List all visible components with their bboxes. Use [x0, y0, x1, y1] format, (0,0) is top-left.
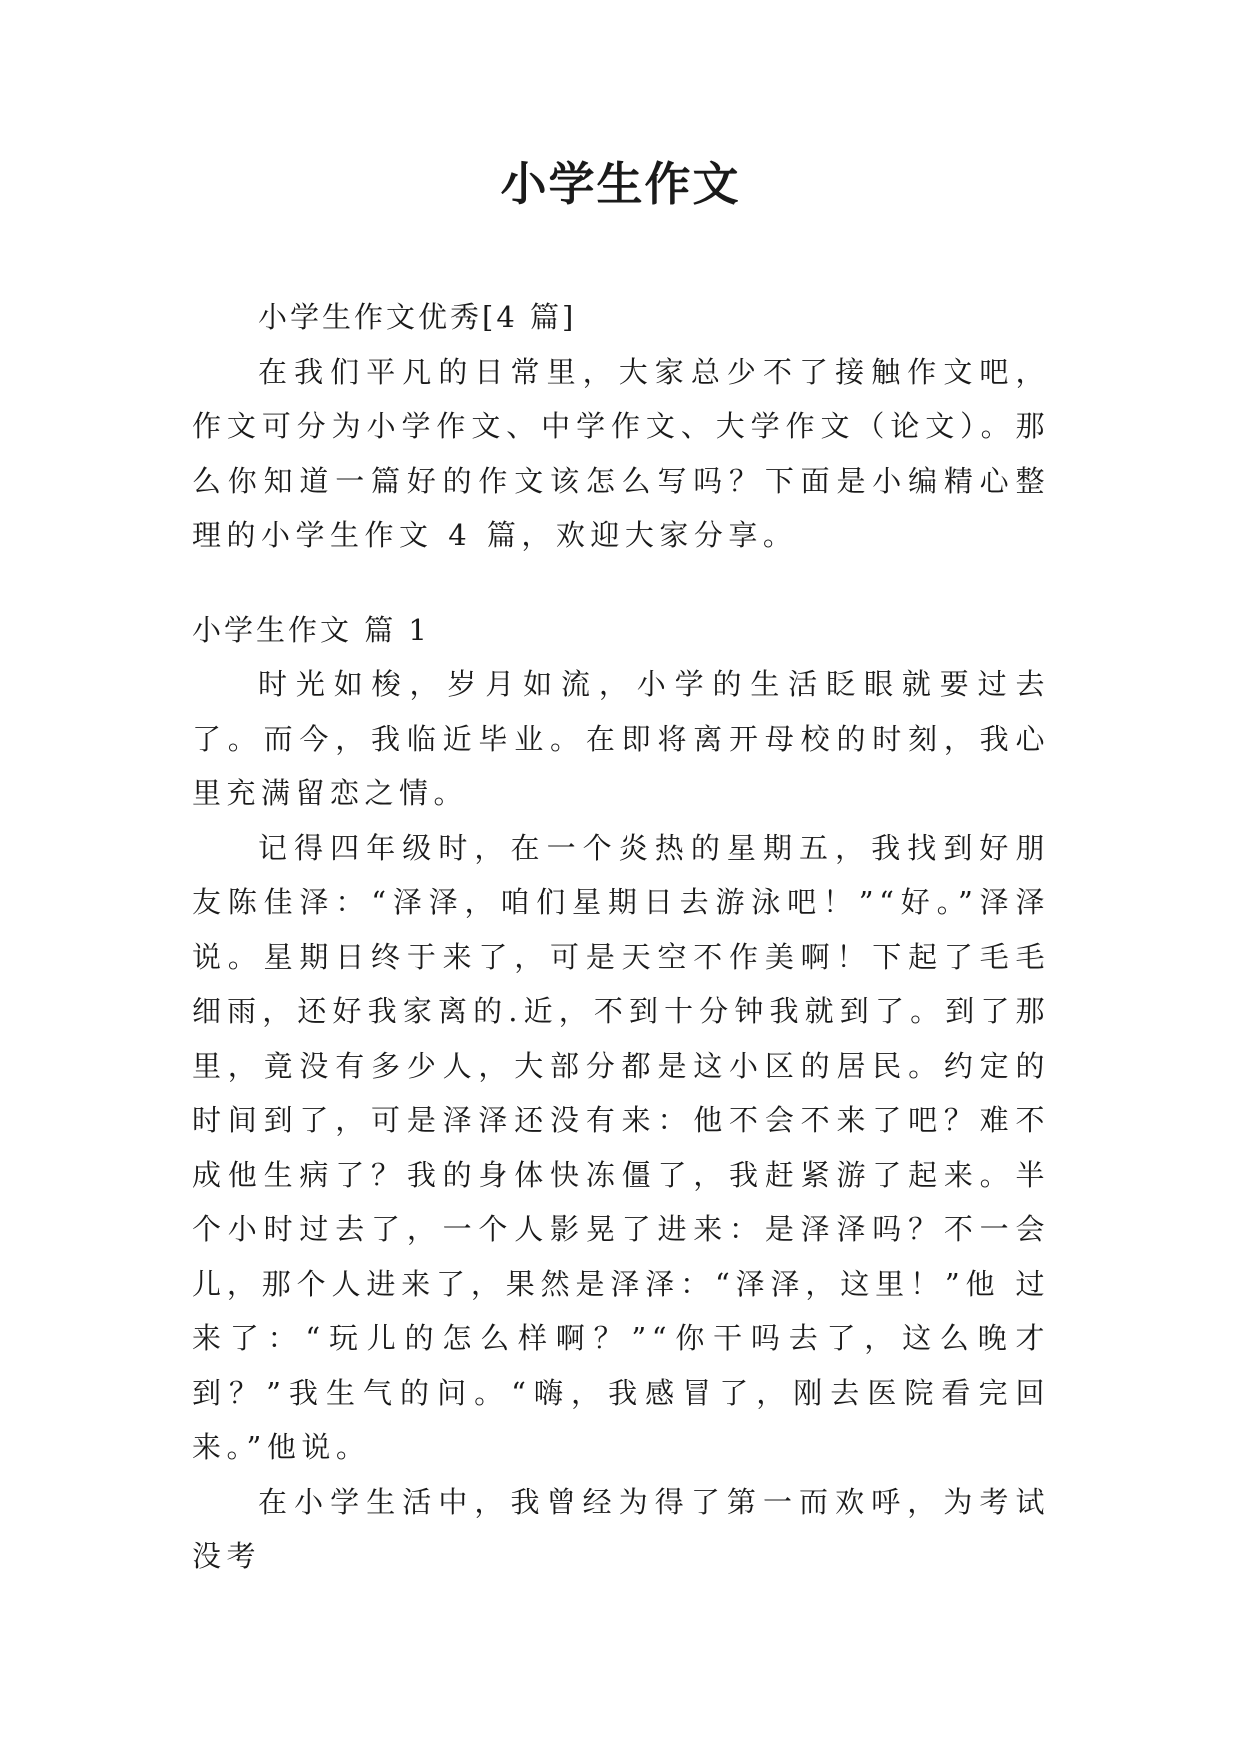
body-paragraph: 时光如梭，岁月如流，小学的生活眨眼就要过去了。而今，我临近毕业。在即将离开母校的时刻，我心里充满留恋之情。	[192, 667, 1050, 810]
document-title: 小学生作文	[500, 157, 741, 211]
document-body	[192, 290, 1050, 1584]
body-paragraph: 记得四年级时，在一个炎热的星期五，我找到好朋友陈佳泽：“泽泽，咱们星期日去游泳吧！”“好。”泽泽说。星期日终于来了，可是天空不作美啊！下起了毛毛 细雨，还好我家离的.近，不到十分钟我就到了。到了那里，竟没有多少人，大部分都是这小区的居民。约定的时间到了，可是泽泽还没有来：他不会不来了吧？难不 成他生病了？我的身体快冻僵了，我赶紧游了起来。半个小时过去了，一个人影晃了进来：是泽泽吗？不一会儿，那个人进来了，果然是泽泽：“泽泽，这里！”他 过来了：“玩儿的怎么样啊？”“你干吗去了，这么晚才到？”我生气的问。“嗨，我感冒了，刚去医院看完回来。”他说。	[192, 830, 1050, 1464]
section-heading: 小学生作文 篇 1	[192, 612, 430, 647]
body-paragraph: 在小学生活中，我曾经为得了第一而欢呼，为考试没考	[192, 1484, 1050, 1573]
document-subtitle: 小学生作文优秀[4 篇]	[258, 300, 577, 334]
intro-paragraph: 在我们平凡的日常里，大家总少不了接触作文吧，作文可分为小学作文、中学作文、大学作文（论文）。那么你知道一篇好的作文该怎么写吗？下面是小编精心整理的小学生作文 4 篇，欢迎大家分享。	[192, 354, 1050, 552]
